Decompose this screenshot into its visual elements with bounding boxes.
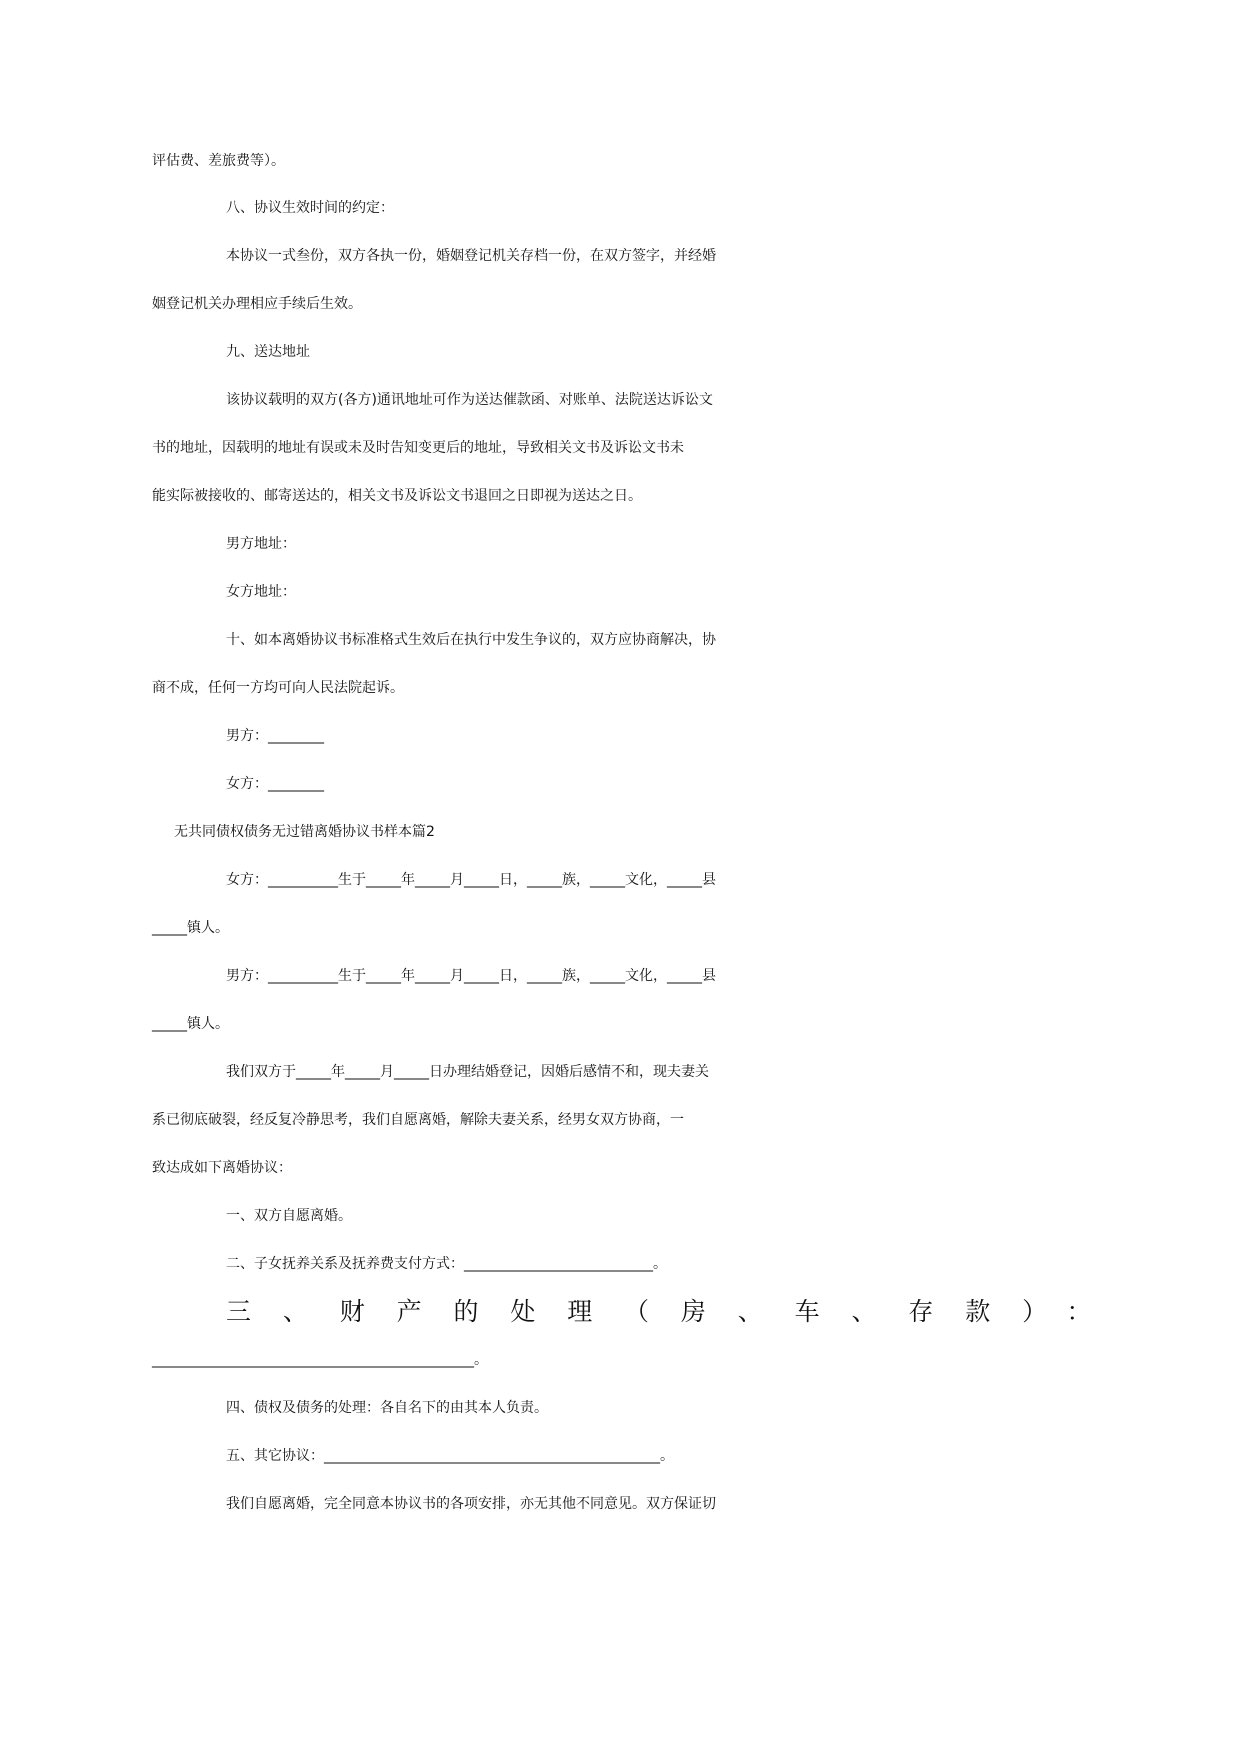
text-line: 姻登记机关办理相应手续后生效。 bbox=[152, 296, 362, 312]
text-line: 我们自愿离婚，完全同意本协议书的各项安排，亦无其他不同意见。双方保证切 bbox=[226, 1496, 716, 1512]
clause-line: 一、双方自愿离婚。 bbox=[226, 1208, 352, 1224]
text-line: 我们双方于_____年_____月_____日办理结婚登记，因婚后感情不和，现夫妻关 bbox=[226, 1064, 709, 1080]
text-line: 评估费、差旅费等）。 bbox=[152, 153, 285, 169]
clause-line: 四、债权及债务的处理：各自名下的由其本人负责。 bbox=[226, 1400, 548, 1416]
female-signature-line: 女方：________ bbox=[226, 776, 324, 792]
clause-line: 二、子女抚养关系及抚养费支付方式：___________________________。 bbox=[226, 1256, 667, 1272]
text-line: 本协议一式叁份，双方各执一份，婚姻登记机关存档一份，在双方签字，并经婚 bbox=[226, 248, 716, 264]
clause-line: 五、其它协议：________________________________________________。 bbox=[226, 1448, 674, 1464]
text-line: 该协议载明的双方(各方)通讯地址可作为送达催款函、对账单、法院送达诉讼文 bbox=[226, 392, 713, 408]
document-title: 无共同债权债务无过错离婚协议书样本篇2 bbox=[174, 824, 435, 840]
clause-line: 三、财产的处理（房、车、存款）： bbox=[226, 1297, 1092, 1326]
text-line: 系已彻底破裂，经反复冷静思考，我们自愿离婚，解除夫妻关系，经男女双方协商，一 bbox=[152, 1112, 684, 1128]
text-line: _____镇人。 bbox=[152, 920, 229, 936]
female-address-label: 女方地址： bbox=[226, 584, 296, 600]
male-address-label: 男方地址： bbox=[226, 536, 296, 552]
text-line: 女方：__________生于_____年_____月_____日，_____族，_____文化，_____县 bbox=[226, 872, 716, 888]
text-line: 书的地址，因载明的地址有误或未及时告知变更后的地址，导致相关文书及诉讼文书未 bbox=[152, 440, 684, 456]
text-line: 十、如本离婚协议书标准格式生效后在执行中发生争议的，双方应协商解决，协 bbox=[226, 632, 716, 648]
male-signature-line: 男方：________ bbox=[226, 728, 324, 744]
text-line: 致达成如下离婚协议： bbox=[152, 1160, 292, 1176]
text-line: 男方：__________生于_____年_____月_____日，_____族，_____文化，_____县 bbox=[226, 968, 716, 984]
text-line: 能实际被接收的、邮寄送达的，相关文书及诉讼文书退回之日即视为送达之日。 bbox=[152, 488, 642, 504]
section-heading: 八、协议生效时间的约定： bbox=[226, 200, 394, 216]
text-line: ______________________________________________。 bbox=[152, 1352, 488, 1368]
section-heading: 九、送达地址 bbox=[226, 344, 310, 360]
text-line: 商不成，任何一方均可向人民法院起诉。 bbox=[152, 680, 404, 696]
text-line: _____镇人。 bbox=[152, 1016, 229, 1032]
